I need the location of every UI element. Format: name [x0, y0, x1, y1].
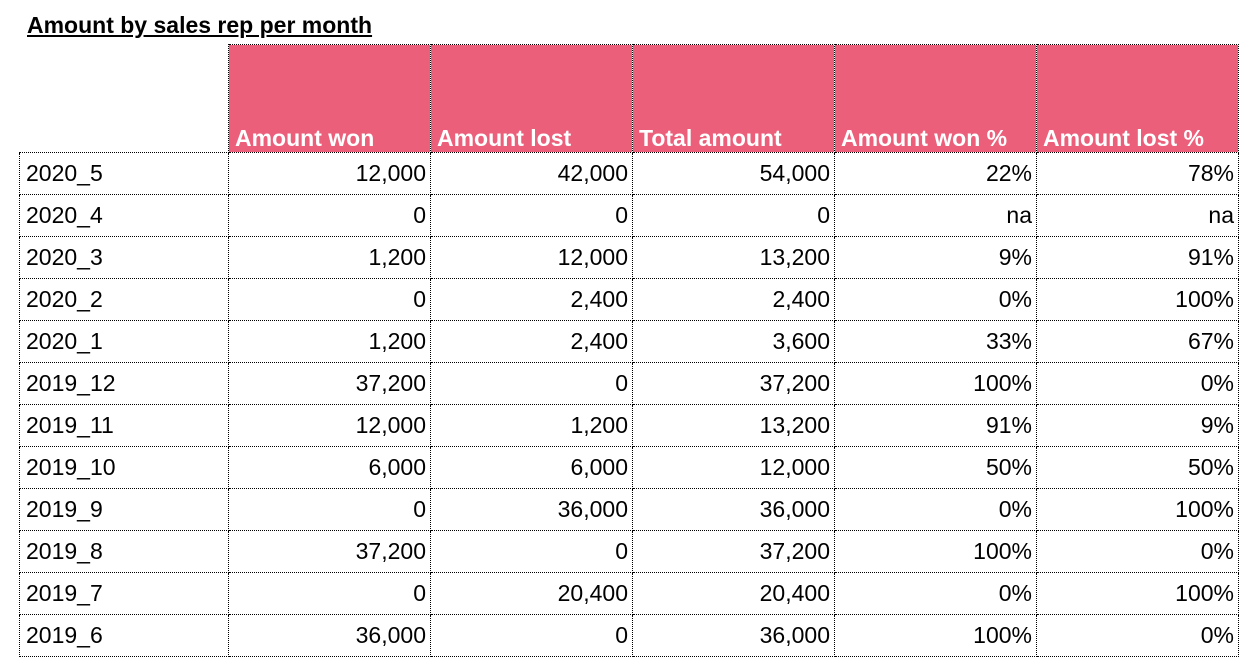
cell-amount-won-pct[interactable]: 91%: [835, 405, 1037, 447]
cell-amount-lost-pct[interactable]: 100%: [1037, 489, 1239, 531]
cell-amount-won[interactable]: 0: [229, 489, 431, 531]
cell-total-amount[interactable]: 20,400: [633, 573, 835, 615]
cell-amount-won-pct[interactable]: 22%: [835, 153, 1037, 195]
cell-amount-lost-pct[interactable]: 0%: [1037, 615, 1239, 657]
table-row: [20, 615, 1239, 657]
cell-month[interactable]: 2019_7: [20, 573, 229, 615]
cell-amount-lost[interactable]: 0: [431, 363, 633, 405]
cell-month[interactable]: 2019_11: [20, 405, 229, 447]
cell-amount-won[interactable]: 0: [229, 195, 431, 237]
cell-amount-won-pct[interactable]: 100%: [835, 363, 1037, 405]
sheet-title: Amount by sales rep per month: [27, 12, 373, 38]
cell-amount-won[interactable]: 12,000: [229, 153, 431, 195]
cell-month[interactable]: 2020_2: [20, 279, 229, 321]
cell-amount-lost-pct[interactable]: 0%: [1037, 531, 1239, 573]
cell-amount-won-pct[interactable]: na: [835, 195, 1037, 237]
table-row: [20, 237, 1239, 279]
cell-amount-lost-pct[interactable]: 78%: [1037, 153, 1239, 195]
cell-amount-won[interactable]: 6,000: [229, 447, 431, 489]
cell-total-amount[interactable]: 13,200: [633, 405, 835, 447]
table-row: [20, 321, 1239, 363]
cell-month[interactable]: 2019_8: [20, 531, 229, 573]
cell-amount-lost[interactable]: 1,200: [431, 405, 633, 447]
header-row: [20, 45, 1239, 153]
cell-amount-won-pct[interactable]: 33%: [835, 321, 1037, 363]
header-cell-amount-won[interactable]: Amount won: [229, 45, 431, 153]
cell-amount-lost-pct[interactable]: na: [1037, 195, 1239, 237]
cell-amount-won[interactable]: 12,000: [229, 405, 431, 447]
cell-amount-lost[interactable]: 36,000: [431, 489, 633, 531]
cell-amount-won-pct[interactable]: 0%: [835, 489, 1037, 531]
cell-month[interactable]: 2020_1: [20, 321, 229, 363]
table-row: [20, 363, 1239, 405]
header-cell-amount-lost-pct[interactable]: Amount lost %: [1037, 45, 1239, 153]
cell-month[interactable]: 2020_5: [20, 153, 229, 195]
table-row: [20, 279, 1239, 321]
cell-month[interactable]: 2019_12: [20, 363, 229, 405]
cell-amount-lost-pct[interactable]: 50%: [1037, 447, 1239, 489]
cell-total-amount[interactable]: 13,200: [633, 237, 835, 279]
cell-amount-lost[interactable]: 20,400: [431, 573, 633, 615]
cell-amount-won-pct[interactable]: 9%: [835, 237, 1037, 279]
table-row: [20, 573, 1239, 615]
cell-amount-won-pct[interactable]: 0%: [835, 279, 1037, 321]
table-row: [20, 489, 1239, 531]
cell-total-amount[interactable]: 37,200: [633, 363, 835, 405]
table-row: [20, 447, 1239, 489]
cell-total-amount[interactable]: 54,000: [633, 153, 835, 195]
cell-total-amount[interactable]: 37,200: [633, 531, 835, 573]
cell-amount-lost-pct[interactable]: 100%: [1037, 279, 1239, 321]
header-cell-amount-won-pct[interactable]: Amount won %: [835, 45, 1037, 153]
cell-amount-won-pct[interactable]: 50%: [835, 447, 1037, 489]
cell-amount-lost[interactable]: 0: [431, 531, 633, 573]
cell-total-amount[interactable]: 12,000: [633, 447, 835, 489]
table-row: [20, 405, 1239, 447]
cell-amount-lost[interactable]: 12,000: [431, 237, 633, 279]
table-row: [20, 531, 1239, 573]
cell-amount-lost-pct[interactable]: 67%: [1037, 321, 1239, 363]
table-row: [20, 195, 1239, 237]
cell-amount-lost[interactable]: 0: [431, 615, 633, 657]
cell-amount-won[interactable]: 0: [229, 279, 431, 321]
table-row: [20, 153, 1239, 195]
cell-amount-lost[interactable]: 0: [431, 195, 633, 237]
cell-amount-lost-pct[interactable]: 9%: [1037, 405, 1239, 447]
cell-month[interactable]: 2019_6: [20, 615, 229, 657]
cell-amount-won[interactable]: 1,200: [229, 321, 431, 363]
cell-amount-won[interactable]: 0: [229, 573, 431, 615]
cell-amount-lost[interactable]: 6,000: [431, 447, 633, 489]
cell-amount-lost-pct[interactable]: 0%: [1037, 363, 1239, 405]
sales-table: [19, 44, 1239, 657]
cell-month[interactable]: 2019_10: [20, 447, 229, 489]
header-cell-amount-lost[interactable]: Amount lost: [431, 45, 633, 153]
cell-amount-lost[interactable]: 2,400: [431, 321, 633, 363]
cell-amount-lost[interactable]: 2,400: [431, 279, 633, 321]
cell-amount-won[interactable]: 36,000: [229, 615, 431, 657]
cell-total-amount[interactable]: 36,000: [633, 615, 835, 657]
header-cell-total-amount[interactable]: Total amount: [633, 45, 835, 153]
table-body: [20, 153, 1239, 657]
cell-amount-won[interactable]: 37,200: [229, 531, 431, 573]
cell-month[interactable]: 2020_3: [20, 237, 229, 279]
cell-amount-won-pct[interactable]: 0%: [835, 573, 1037, 615]
cell-amount-won-pct[interactable]: 100%: [835, 531, 1037, 573]
cell-total-amount[interactable]: 0: [633, 195, 835, 237]
cell-month[interactable]: 2020_4: [20, 195, 229, 237]
cell-amount-won[interactable]: 37,200: [229, 363, 431, 405]
cell-amount-lost-pct[interactable]: 100%: [1037, 573, 1239, 615]
cell-amount-won-pct[interactable]: 100%: [835, 615, 1037, 657]
cell-total-amount[interactable]: 2,400: [633, 279, 835, 321]
cell-total-amount[interactable]: 3,600: [633, 321, 835, 363]
cell-month[interactable]: 2019_9: [20, 489, 229, 531]
cell-amount-lost-pct[interactable]: 91%: [1037, 237, 1239, 279]
cell-amount-won[interactable]: 1,200: [229, 237, 431, 279]
header-cell-corner: [20, 45, 229, 153]
cell-amount-lost[interactable]: 42,000: [431, 153, 633, 195]
cell-total-amount[interactable]: 36,000: [633, 489, 835, 531]
